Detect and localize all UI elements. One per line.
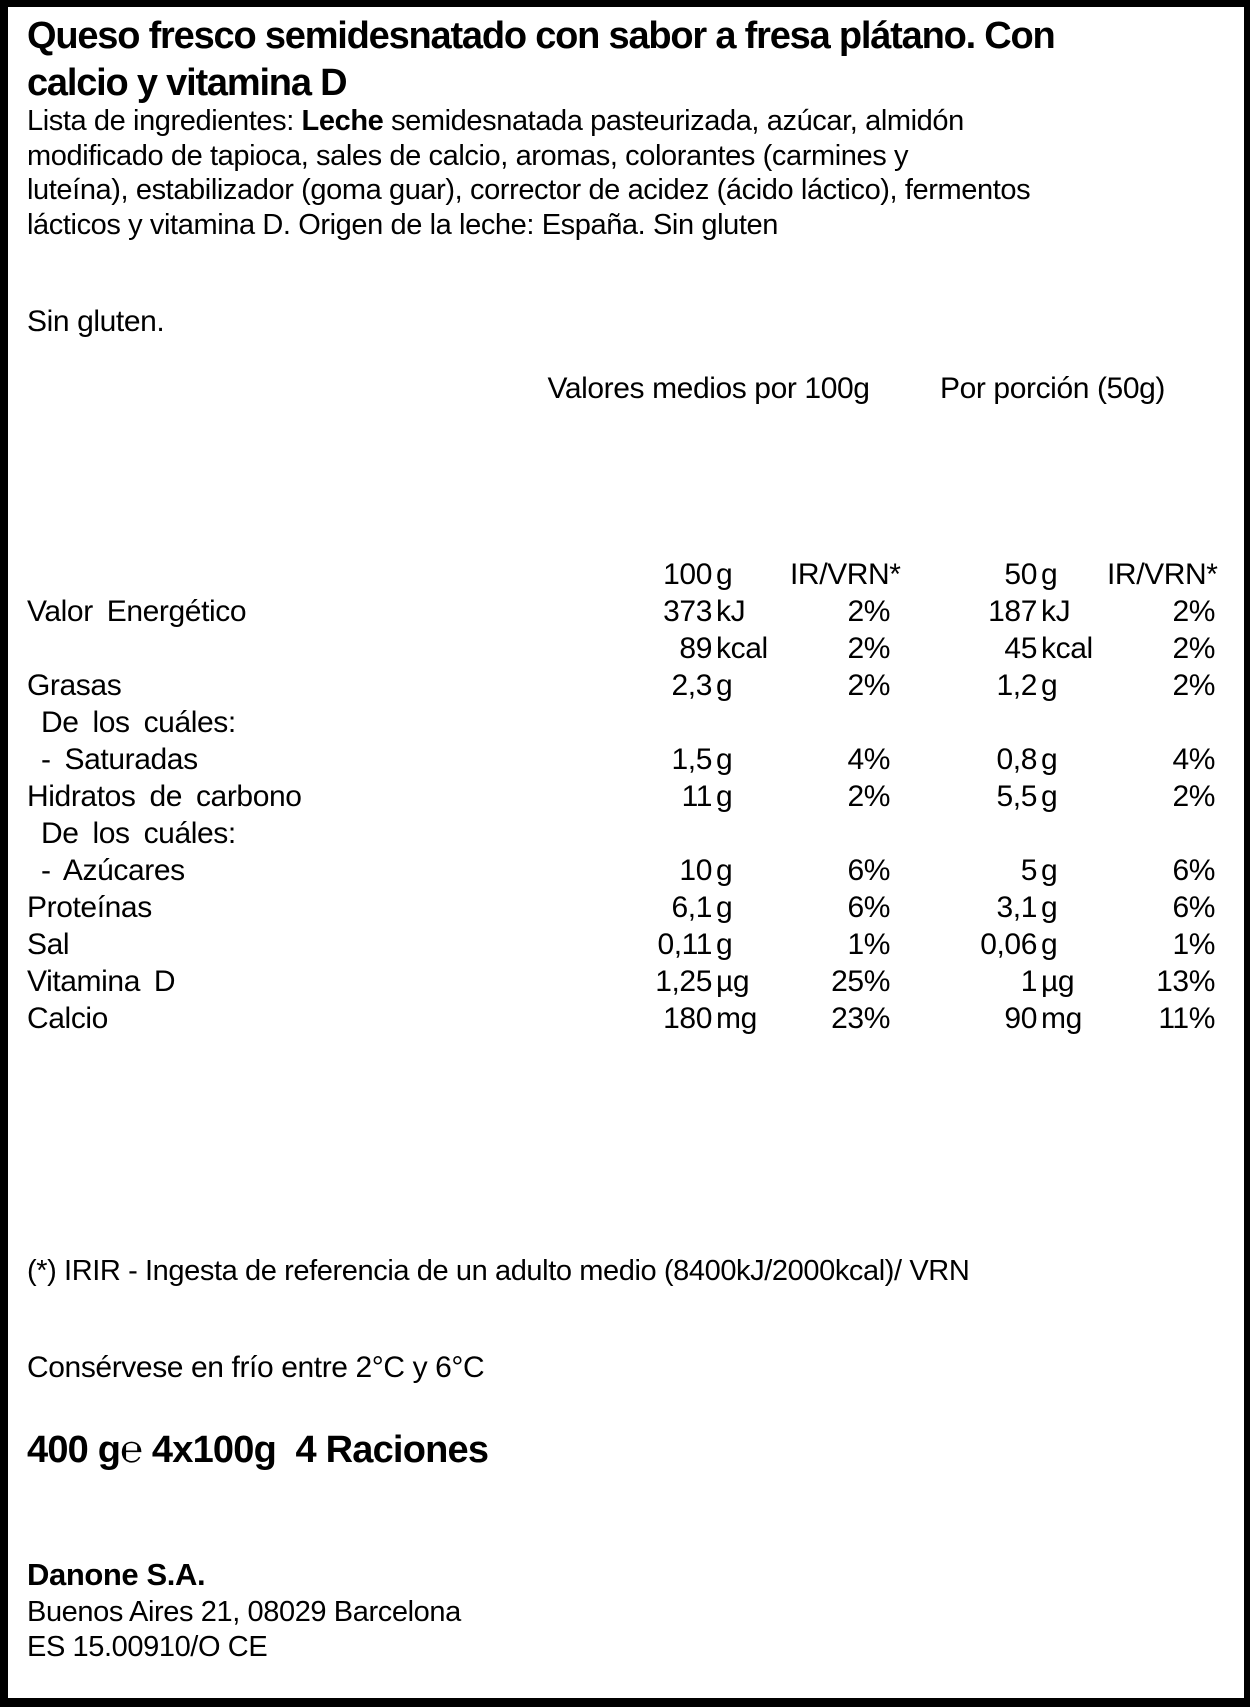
table-row [27,630,1215,667]
pct-100g: 2% [847,632,890,665]
pct-50g: 6% [1172,891,1215,924]
pct-50g [1107,815,1215,852]
value-100g: 2,3 [671,669,712,702]
column-header-spacer [27,372,527,406]
unit-50g: mg [1041,1002,1082,1035]
unit-50g: g [1041,743,1058,776]
row-label [27,630,527,667]
table-row [27,556,1218,593]
unit-100g [712,704,790,741]
value-100g: 0,11 [657,928,712,961]
ingredients-line1 [27,104,1030,139]
unit-50g: g [1041,928,1058,961]
unit-100g: mg [716,1002,757,1035]
value-100g: 10 [679,854,712,887]
pct-100g: 25% [831,965,890,998]
pct-100g: IR/VRN* [790,558,901,591]
value-50g: 5 [1020,854,1037,887]
unit-100g: g [716,558,733,591]
table-row [27,741,1215,778]
unit-50g: g [1041,669,1058,702]
pct-50g: 2% [1172,595,1215,628]
row-label: De los cuáles: [41,817,236,850]
pct-100g: 2% [847,595,890,628]
ingredients-paragraph [27,104,1030,242]
value-100g: 180 [663,1002,712,1035]
product-title-line2: calcio y vitamina D [27,62,347,104]
per-100g-header: Valores medios por 100g [547,372,870,405]
pct-50g: 6% [1172,854,1215,887]
table-row [27,778,1215,815]
value-50g: 3,1 [996,891,1037,924]
unit-100g: g [716,928,733,961]
value-50g: 1,2 [996,669,1037,702]
registration-code: ES 15.00910/O CE [27,1631,268,1663]
product-title-line1: Queso fresco semidesnatado con sabor a fresa plátano. Con [27,15,1055,57]
pct-100g: 23% [831,1002,890,1035]
pct-50g: IR/VRN* [1107,558,1218,591]
unit-50g: g [1041,780,1058,813]
ingredients-bold-leche: Leche [301,105,384,137]
table-row [27,926,1215,963]
storage-instructions: Consérvese en frío entre 2°C y 6°C [27,1351,485,1384]
row-label [27,556,527,593]
pct-100g [790,815,890,852]
row-label: Sal [27,928,70,961]
unit-50g: µg [1041,965,1075,998]
value-100g: 1,5 [671,743,712,776]
pct-100g [790,704,890,741]
pct-50g [1107,704,1215,741]
manufacturer-block [27,1555,461,1665]
product-title [27,13,1055,107]
table-row [27,852,1215,889]
ingredients-line4: lácticos y vitamina D. Origen de la leche: España. Sin gluten [27,208,778,241]
pct-50g: 11% [1158,1002,1215,1035]
reference-intake-footnote: (*) IRIR - Ingesta de referencia de un adulto medio (8400kJ/2000kcal)/ VRN [27,1255,970,1287]
manufacturer-name: Danone S.A. [27,1557,206,1592]
pct-50g: 4% [1172,743,1215,776]
value-100g: 6,1 [671,891,712,924]
unit-100g: kcal [716,632,768,665]
value-50g: 0,8 [996,743,1037,776]
pct-100g: 6% [847,854,890,887]
table-row [27,704,1215,741]
pct-50g: 2% [1172,780,1215,813]
ingredients-line3: luteína), estabilizador (goma guar), corrector de acidez (ácido láctico), fermentos [27,174,1031,206]
nutrition-column-headers [27,372,1215,406]
value-50g: 5,5 [996,780,1037,813]
row-label: Hidratos de carbono [27,780,302,813]
row-label: De los cuáles: [41,706,236,739]
pct-100g: 2% [847,669,890,702]
pct-100g: 6% [847,891,890,924]
table-row [27,815,1215,852]
unit-100g: g [716,854,733,887]
value-100g: 11 [681,780,712,813]
table-row [27,667,1215,704]
gluten-free-note: Sin gluten. [27,305,165,338]
unit-50g [1037,704,1107,741]
unit-100g: g [716,780,733,813]
pct-50g: 13% [1156,965,1215,998]
row-label: Proteínas [27,891,152,924]
row-label: - Azúcares [41,854,185,887]
unit-100g: µg [716,965,750,998]
value-50g: 0,06 [980,928,1037,961]
table-row [27,889,1215,926]
value-50g: 50 [1004,558,1037,591]
value-50g [890,704,1037,741]
value-100g: 373 [663,595,712,628]
row-label: Valor Energético [27,595,247,628]
pct-50g: 1% [1172,928,1215,961]
pct-50g: 2% [1172,669,1215,702]
table-row [27,963,1215,1000]
value-50g: 1 [1020,965,1037,998]
value-100g: 1,25 [655,965,712,998]
unit-50g: kcal [1041,632,1093,665]
unit-50g [1037,815,1107,852]
row-label: Vitamina D [27,965,176,998]
value-100g [527,704,712,741]
row-label: Calcio [27,1002,108,1035]
net-weight-line: 400 g℮ 4x100g 4 Raciones [27,1429,489,1471]
value-50g [890,815,1037,852]
unit-50g: kJ [1041,595,1071,628]
row-label: - Saturadas [41,743,198,776]
per-portion-header: Por porción (50g) [940,372,1165,405]
pct-100g: 1% [847,928,890,961]
value-100g [527,815,712,852]
unit-100g: g [716,669,733,702]
ingredients-line2: modificado de tapioca, sales de calcio, aromas, colorantes (carmines y [27,139,909,172]
manufacturer-address: Buenos Aires 21, 08029 Barcelona [27,1596,461,1628]
value-50g: 90 [1004,1002,1037,1035]
unit-100g [712,815,790,852]
pct-100g: 4% [847,743,890,776]
unit-50g: g [1041,558,1058,591]
value-100g: 89 [679,632,712,665]
unit-100g: g [716,891,733,924]
nutrition-table [27,556,1218,1037]
value-100g: 100 [663,558,712,591]
pct-50g: 2% [1172,632,1215,665]
value-50g: 45 [1004,632,1037,665]
ingredients-prefix: Lista de ingredientes: [27,105,302,137]
pct-100g: 2% [847,780,890,813]
unit-100g: kJ [716,595,746,628]
table-row [27,593,1215,630]
unit-50g: g [1041,854,1058,887]
ingredients-line1-rest: semidesnatada pasteurizada, azúcar, almidón [383,105,964,137]
unit-100g: g [716,743,733,776]
table-row [27,1000,1215,1037]
unit-50g: g [1041,891,1058,924]
row-label: Grasas [27,669,122,702]
value-50g: 187 [988,595,1037,628]
